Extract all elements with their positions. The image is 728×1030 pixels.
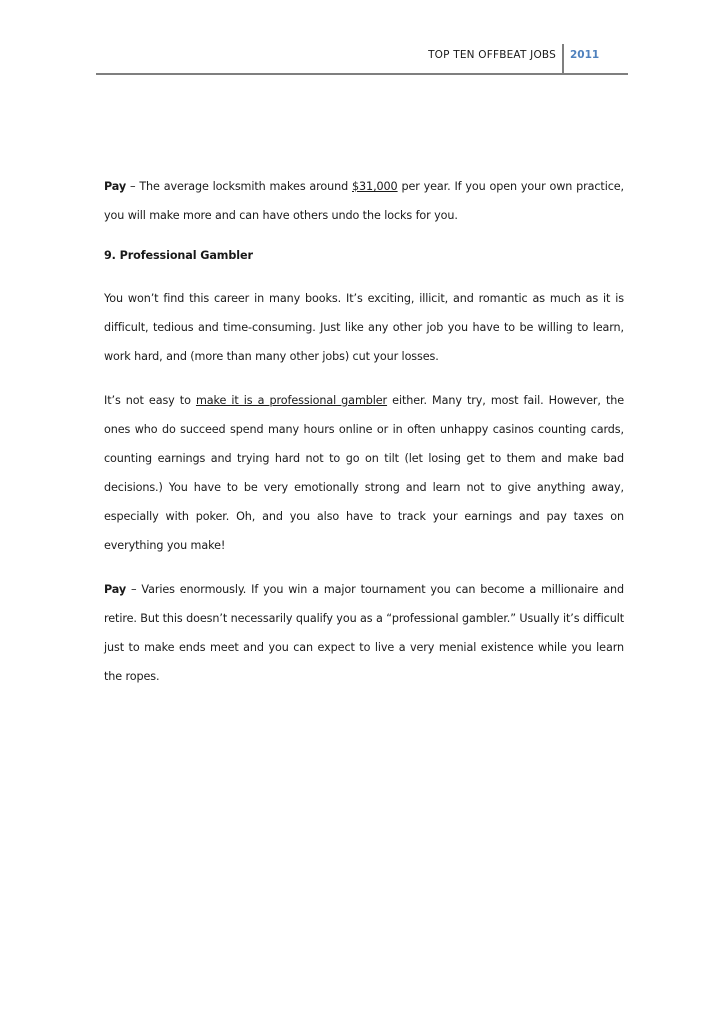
header-divider [562, 44, 564, 75]
gambler-pay-paragraph [104, 575, 624, 691]
document-body [104, 172, 624, 702]
header-title: TOP TEN OFFBEAT JOBS [428, 49, 556, 61]
header-rule [96, 73, 628, 75]
difficulty-text-end: either. Many try, most fail. However, the ones who do succeed spend many hours online or in often unhappy casinos counting cards, counting earnings and trying hard not to go on tilt (let losing get to them and make bad decisions.) You have to be very emotionally strong and learn not to give anything away, especially with poker. Oh, and you also have to track your earnings and pay taxes on everything you make! [104, 394, 625, 552]
section-heading: 9. Professional Gambler [104, 249, 253, 262]
locksmith-pay-text: – The average locksmith makes around [126, 180, 353, 193]
locksmith-pay-text-end: per year. If you open your own practice, you will make more and can have others undo the locks for you. [104, 180, 624, 222]
header-year: 2011 [570, 49, 600, 61]
difficulty-text: It’s not easy to [104, 394, 196, 407]
locksmith-pay-paragraph [104, 172, 624, 230]
gambler-pay-text: – Varies enormously. If you win a major tournament you can become a millionaire and retire. But this doesn’t necessarily qualify you as a “professional gambler.” Usually it’s difficult just to make ends meet and you can expect to live a very menial existence while you learn the ropes. [104, 583, 624, 683]
salary-link[interactable]: $31,000 [352, 180, 398, 193]
intro-paragraph: You won’t find this career in many books. It’s exciting, illicit, and romantic as much as it is difficult, tedious and time-consuming. Just like any other job you have to be willing to learn, work hard, and (more than many other jobs) cut your losses. [104, 292, 624, 363]
professional-gambler-link[interactable]: make it is a professional gambler [195, 394, 388, 407]
pay-label: Pay [104, 180, 127, 193]
pay-label: Pay [104, 583, 127, 596]
difficulty-paragraph [104, 386, 624, 560]
page-header [96, 44, 628, 75]
